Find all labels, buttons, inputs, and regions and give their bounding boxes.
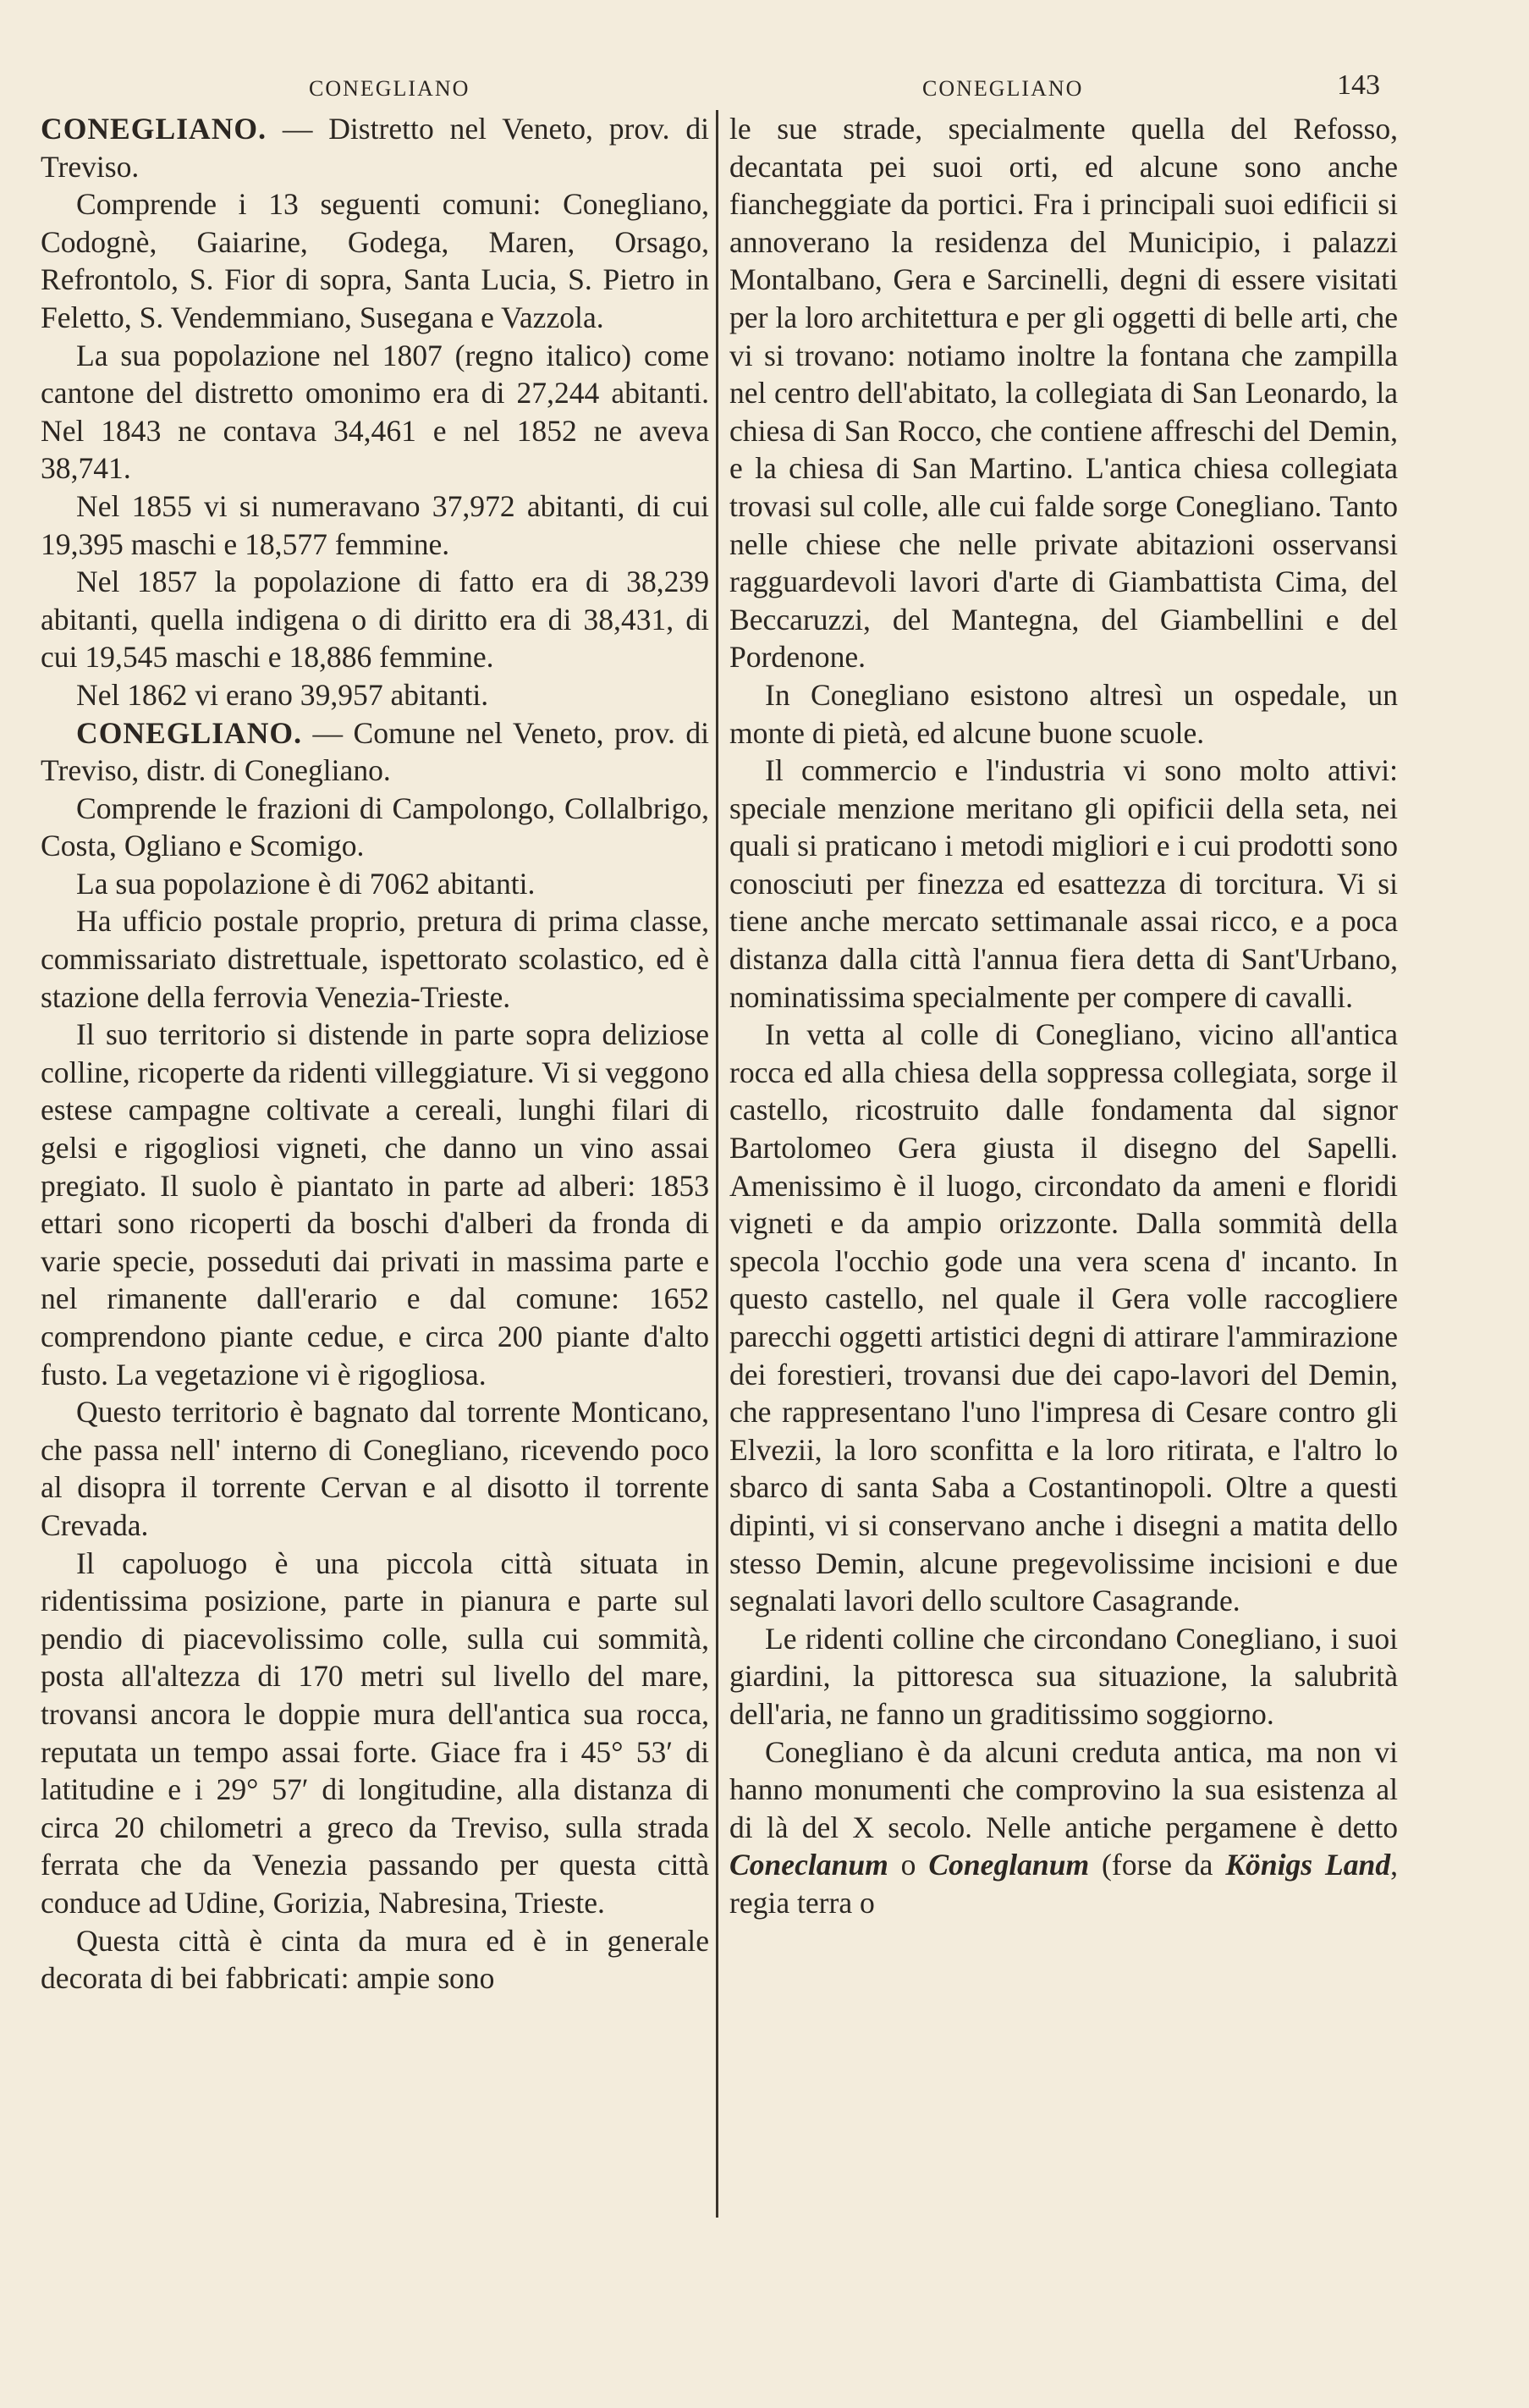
left-column bbox=[41, 110, 709, 1997]
page-number: 143 bbox=[1337, 69, 1380, 101]
paragraph: le sue strade, specialmente quella del Refosso, decantata pei suoi orti, ed alcune sono anche fiancheggiate da portici. Fra i principali suoi edificii si annoverano la residenza del Municipio, i palazzi Montalbano, Gera e Sarcinelli, degni di essere visitati per la loro architettura e per gli oggetti di belle arti, che vi si trovano: notiamo inoltre la fontana che zampilla nel centro dell'abitato, la collegiata di San Leonardo, la chiesa di San Rocco, che contiene affreschi del Demin, e la chiesa di San Martino. L'antica chiesa collegiata trovasi sul colle, alle cui falde sorge Conegliano. Tanto nelle chiese che nelle private abitazioni osservansi ragguardevoli lavori d'arte di Giambattista Cima, del Beccaruzzi, del Mantegna, del Giambellini e del Pordenone. bbox=[729, 112, 1398, 675]
italic-term: Coneclanum bbox=[729, 1848, 888, 1882]
right-column bbox=[729, 110, 1398, 1922]
paragraph: Ha ufficio postale proprio, pretura di prima classe, commissariato distrettuale, ispettorato scolastico, ed è stazione della ferrovia Venezia-Trieste. bbox=[41, 904, 709, 1014]
paragraph: Il commercio e l'industria vi sono molto attivi: speciale menzione meritano gli opificii della seta, nei quali si praticano i metodi migliori e i cui prodotti sono conosciuti per finezza ed esattezza di torcitura. Vi si tiene anche mercato settimanale assai ricco, e a poca distanza dalla città l'annua fiera detta di Sant'Urbano, nominatissima specialmente per compere di cavalli. bbox=[729, 753, 1398, 1014]
paragraph-text: o bbox=[888, 1848, 929, 1882]
paragraph: Comprende i 13 seguenti comuni: Conegliano, Codognè, Gaiarine, Godega, Maren, Orsago, Refrontolo, S. Fior di sopra, Santa Lucia, S. Pietro in Feletto, S. Vendemmiano, Susegana e Vazzola. bbox=[41, 187, 709, 334]
paragraph: Questo territorio è bagnato dal torrente Monticano, che passa nell' interno di Conegliano, ricevendo poco al disopra il torrente Cervan e al disotto il torrente Crevada. bbox=[41, 1395, 709, 1542]
paragraph-text: Conegliano è da alcuni creduta antica, ma non vi hanno monumenti che comprovino la sua esistenza al di là del X secolo. Nelle antiche pergamene è detto bbox=[729, 1734, 1398, 1844]
paragraph: Il capoluogo è una piccola città situata in ridentissima posizione, parte in pianura e parte sul pendio di piacevolissimo colle, sulla cui sommità, posta all'altezza di 170 metri sul livello del mare, trovansi ancora le doppie mura dell'antica sua rocca, reputata un tempo assai forte. Giace fra i 45° 53′ di latitudine e i 29° 57′ di longitudine, alla distanza di circa 20 chilometri a greco da Treviso, sulla strada ferrata che da Venezia passando per questa città conduce ad Udine, Gorizia, Nabresina, Trieste. bbox=[41, 1546, 709, 1920]
paragraph bbox=[41, 110, 709, 185]
paragraph: Comprende le frazioni di Campolongo, Collalbrigo, Costa, Ogliano e Scomigo. bbox=[41, 791, 709, 863]
paragraph bbox=[41, 714, 709, 790]
paragraph: In Conegliano esistono altresì un ospedale, un monte di pietà, ed alcune buone scuole. bbox=[729, 677, 1398, 750]
paragraph: In vetta al colle di Conegliano, vicino all'antica rocca ed alla chiesa della soppressa collegiata, sorge il castello, ricostruito dalle fondamenta dal signor Bartolomeo Gera giusta il disegno del Sapelli. Amenissimo è il luogo, circondato da ameni e floridi vigneti e da ampio orizzonte. Dalla sommità della specola l'occhio gode una vera scena d' incanto. In questo castello, nel quale il Gera volle raccogliere parecchi oggetti artistici degni di attirare l'ammirazione dei forestieri, trovansi due dei capo-lavori del Demin, che rappresentano l'uno l'impresa di Cesare contro gli Elvezii, la loro sconfitta e la loro ritirata, e l'altro lo sbarco di santa Saba a Costantinopoli. Oltre a questi dipinti, vi si conservano anche i disegni a matita dello stesso Demin, alcune pregevolissime incisioni e due segnalati lavori dello scultore Casagrande. bbox=[729, 1017, 1398, 1618]
italic-term: Königs Land bbox=[1225, 1848, 1391, 1882]
entry-headword: CONEGLIANO. bbox=[76, 715, 302, 750]
column-divider bbox=[716, 110, 718, 2218]
paragraph-text: — Distretto nel Veneto, prov. di Treviso. bbox=[41, 112, 709, 184]
paragraph: Nel 1857 la popolazione di fatto era di 38,239 abitanti, quella indigena o di diritto era di 38,431, di cui 19,545 maschi e 18,886 femmine. bbox=[41, 565, 709, 675]
running-head-left: CONEGLIANO bbox=[309, 76, 470, 101]
paragraph-text: — Comune nel Veneto, prov. di Treviso, distr. di Conegliano. bbox=[41, 715, 709, 788]
entry-headword: CONEGLIANO. bbox=[41, 112, 267, 146]
paragraph-text: (forse da bbox=[1089, 1848, 1226, 1882]
paragraph: La sua popolazione nel 1807 (regno italico) come cantone del distretto omonimo era di 27,244 abitanti. Nel 1843 ne contava 34,461 e nel 1852 ne aveva 38,741. bbox=[41, 338, 709, 486]
paragraph-text: , regia terra o bbox=[729, 1848, 1399, 1920]
paragraph: Questa città è cinta da mura ed è in generale decorata di bei fabbricati: ampie sono bbox=[41, 1923, 709, 1996]
italic-term: Coneglanum bbox=[928, 1848, 1090, 1882]
paragraph bbox=[729, 1733, 1398, 1922]
paragraph: Nel 1855 vi si numeravano 37,972 abitanti, di cui 19,395 maschi e 18,577 femmine. bbox=[41, 488, 709, 561]
paragraph: Nel 1862 vi erano 39,957 abitanti. bbox=[76, 677, 489, 712]
paragraph: La sua popolazione è di 7062 abitanti. bbox=[76, 866, 536, 901]
paragraph: Le ridenti colline che circondano Conegliano, i suoi giardini, la pittoresca sua situazione, la salubrità dell'aria, ne fanno un graditissimo soggiorno. bbox=[729, 1621, 1398, 1731]
running-head-right: CONEGLIANO bbox=[922, 76, 1084, 101]
paragraph: Il suo territorio si distende in parte sopra deliziose colline, ricoperte da ridenti villeggiature. Vi si veggono estese campagne coltivate a cereali, lunghi filari di gelsi e rigogliosi vigneti, che danno un vino assai pregiato. Il suolo è piantato in parte ad alberi: 1853 ettari sono ricoperti da boschi d'alberi da fronda di varie specie, posseduti dai privati in massima parte e nel rimanente dall'erario e dal comune: 1652 comprendono piante cedue, e circa 200 piante d'alto fusto. La vegetazione vi è rigogliosa. bbox=[41, 1017, 709, 1391]
